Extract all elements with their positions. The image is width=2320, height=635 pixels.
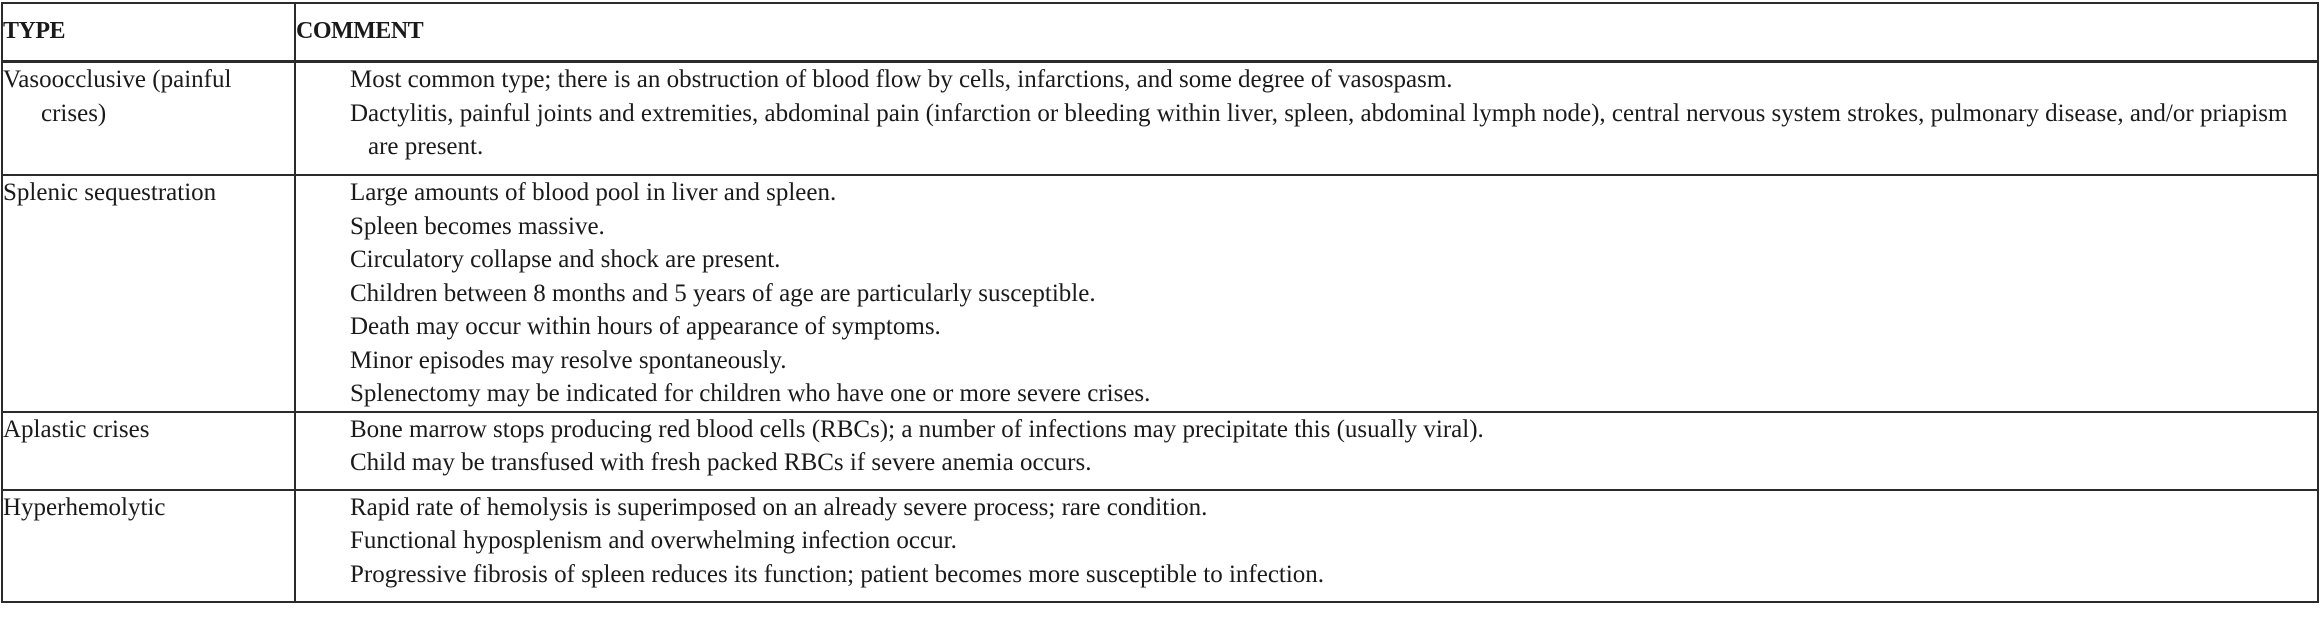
comment-line: Death may occur within hours of appearance of symptoms. [350, 313, 941, 340]
table-row [2, 175, 2318, 412]
comment-cell [295, 175, 2318, 412]
comment-line: Circulatory collapse and shock are present. [350, 246, 781, 273]
header-type: TYPE [2, 3, 295, 62]
comment-line: Large amounts of blood pool in liver and spleen. [350, 179, 837, 206]
type-cell [2, 62, 295, 176]
comment-line: Functional hyposplenism and overwhelming infection occur. [350, 527, 957, 554]
type-label: Splenic sequestration [3, 179, 217, 206]
header-row [2, 3, 2318, 62]
sickle-cell-crises-table [1, 2, 2319, 603]
comment-line: Child may be transfused with fresh packed RBCs if severe anemia occurs. [350, 449, 1092, 476]
type-label: Vasoocclusive (painful crises) [3, 66, 232, 127]
comment-line: Rapid rate of hemolysis is superimposed on an already severe process; rare condition. [350, 493, 1208, 521]
type-cell [2, 490, 295, 602]
table-row [2, 490, 2318, 602]
comment-line: Dactylitis, painful joints and extremities, abdominal pain (infarction or bleeding within liver, spleen, abdominal lymph node), central nervous system strokes, pulmonary disease, and/or priapism are present. [350, 99, 2288, 160]
header-comment: COMMENT [295, 3, 2318, 62]
comment-cell [295, 490, 2318, 602]
type-label: Hyperhemolytic [3, 493, 166, 521]
comment-cell [295, 412, 2318, 490]
type-cell [2, 412, 295, 490]
comment-line: Most common type; there is an obstruction of blood flow by cells, infarctions, and some degree of vasospasm. [350, 66, 1453, 93]
table-row [2, 62, 2318, 176]
comment-line: Children between 8 months and 5 years of age are particularly susceptible. [350, 279, 1096, 307]
comment-line: Bone marrow stops producing red blood cells (RBCs); a number of infections may precipitate this (usually viral). [350, 415, 1484, 443]
table-row [2, 412, 2318, 490]
comment-cell [295, 62, 2318, 176]
type-label: Aplastic crises [3, 415, 150, 443]
comment-line: Progressive fibrosis of spleen reduces its function; patient becomes more susceptible to infection. [350, 560, 1325, 588]
comment-line: Splenectomy may be indicated for children who have one or more severe crises. [350, 380, 1151, 407]
comment-line: Spleen becomes massive. [350, 212, 605, 240]
type-cell [2, 175, 295, 412]
comment-line: Minor episodes may resolve spontaneously. [350, 346, 787, 374]
